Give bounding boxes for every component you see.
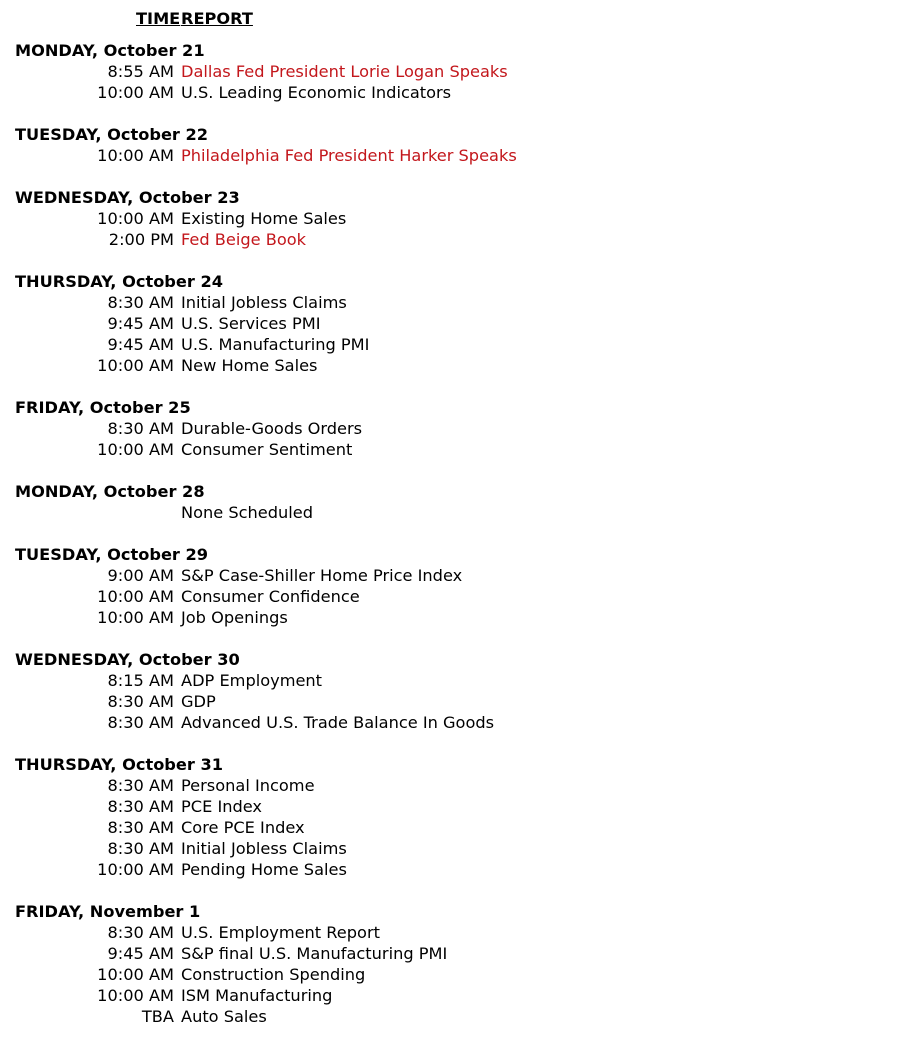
day-heading: WEDNESDAY, October 30 bbox=[15, 650, 240, 669]
event-time: 10:00 AM bbox=[97, 860, 174, 879]
event-time: 8:30 AM bbox=[107, 776, 174, 795]
day-section bbox=[0, 271, 898, 376]
report-column-header: REPORT bbox=[181, 9, 253, 28]
event-row bbox=[0, 334, 898, 355]
event-time: 10:00 AM bbox=[97, 146, 174, 165]
event-time: 8:30 AM bbox=[107, 713, 174, 732]
day-heading: FRIDAY, November 1 bbox=[15, 902, 201, 921]
event-row bbox=[0, 502, 898, 523]
event-row bbox=[0, 838, 898, 859]
event-time: 2:00 PM bbox=[108, 230, 174, 249]
event-time: 8:55 AM bbox=[107, 62, 174, 81]
event-report: U.S. Manufacturing PMI bbox=[181, 335, 370, 354]
event-report: Initial Jobless Claims bbox=[181, 839, 347, 858]
event-time: TBA bbox=[141, 1007, 174, 1026]
day-heading: MONDAY, October 28 bbox=[15, 482, 205, 501]
day-heading: TUESDAY, October 22 bbox=[15, 125, 209, 144]
event-row bbox=[0, 145, 898, 166]
event-row bbox=[0, 796, 898, 817]
day-section bbox=[0, 754, 898, 880]
event-row bbox=[0, 1006, 898, 1027]
event-report: Core PCE Index bbox=[181, 818, 305, 837]
event-report: S&P final U.S. Manufacturing PMI bbox=[181, 944, 448, 963]
event-time: 8:30 AM bbox=[107, 923, 174, 942]
event-row bbox=[0, 208, 898, 229]
event-time: 8:30 AM bbox=[107, 818, 174, 837]
event-time: 8:30 AM bbox=[107, 797, 174, 816]
event-row bbox=[0, 82, 898, 103]
event-row bbox=[0, 859, 898, 880]
event-report: PCE Index bbox=[181, 797, 263, 816]
event-row bbox=[0, 229, 898, 250]
fed-event-report: Philadelphia Fed President Harker Speaks bbox=[181, 146, 517, 165]
day-section bbox=[0, 40, 898, 103]
event-row bbox=[0, 943, 898, 964]
event-report: Auto Sales bbox=[181, 1007, 267, 1026]
event-row bbox=[0, 691, 898, 712]
fed-event-report: Dallas Fed President Lorie Logan Speaks bbox=[181, 62, 508, 81]
event-row bbox=[0, 313, 898, 334]
event-time: 9:00 AM bbox=[107, 566, 174, 585]
day-heading: WEDNESDAY, October 23 bbox=[15, 188, 240, 207]
day-section bbox=[0, 481, 898, 523]
event-row bbox=[0, 670, 898, 691]
event-row bbox=[0, 292, 898, 313]
day-section bbox=[0, 649, 898, 733]
event-report: U.S. Leading Economic Indicators bbox=[181, 83, 452, 102]
event-time: 9:45 AM bbox=[107, 335, 174, 354]
event-time: 8:30 AM bbox=[107, 419, 174, 438]
event-time: 9:45 AM bbox=[107, 314, 174, 333]
event-report: Durable-Goods Orders bbox=[181, 419, 363, 438]
event-row bbox=[0, 586, 898, 607]
day-heading: THURSDAY, October 24 bbox=[15, 272, 224, 291]
event-row bbox=[0, 775, 898, 796]
event-row bbox=[0, 712, 898, 733]
event-row bbox=[0, 964, 898, 985]
day-heading: FRIDAY, October 25 bbox=[15, 398, 191, 417]
event-time: 10:00 AM bbox=[97, 440, 174, 459]
day-section bbox=[0, 187, 898, 250]
event-report: Existing Home Sales bbox=[181, 209, 347, 228]
event-report: Job Openings bbox=[181, 608, 288, 627]
event-report: Initial Jobless Claims bbox=[181, 293, 347, 312]
event-report: None Scheduled bbox=[181, 503, 314, 522]
event-time: 10:00 AM bbox=[97, 83, 174, 102]
event-time: 9:45 AM bbox=[107, 944, 174, 963]
event-row bbox=[0, 817, 898, 838]
event-row bbox=[0, 922, 898, 943]
event-report: S&P Case-Shiller Home Price Index bbox=[181, 566, 463, 585]
day-section bbox=[0, 397, 898, 460]
day-heading: MONDAY, October 21 bbox=[15, 41, 205, 60]
event-row bbox=[0, 439, 898, 460]
event-time: 10:00 AM bbox=[97, 986, 174, 1005]
event-row bbox=[0, 565, 898, 586]
event-report: Construction Spending bbox=[181, 965, 366, 984]
event-report: U.S. Employment Report bbox=[181, 923, 380, 942]
event-time: 10:00 AM bbox=[97, 356, 174, 375]
event-row bbox=[0, 61, 898, 82]
event-report: Consumer Sentiment bbox=[181, 440, 353, 459]
event-report: Pending Home Sales bbox=[181, 860, 347, 879]
day-heading: THURSDAY, October 31 bbox=[15, 755, 224, 774]
event-report: U.S. Services PMI bbox=[181, 314, 321, 333]
event-time: 8:15 AM bbox=[107, 671, 174, 690]
event-time: 10:00 AM bbox=[97, 209, 174, 228]
event-report: New Home Sales bbox=[181, 356, 318, 375]
day-section bbox=[0, 124, 898, 166]
event-row bbox=[0, 355, 898, 376]
event-time: 10:00 AM bbox=[97, 965, 174, 984]
event-report: Consumer Confidence bbox=[181, 587, 360, 606]
event-report: Advanced U.S. Trade Balance In Goods bbox=[181, 713, 495, 732]
time-column-header: TIME bbox=[136, 9, 181, 28]
event-time: 10:00 AM bbox=[97, 608, 174, 627]
day-section bbox=[0, 544, 898, 628]
event-report: ISM Manufacturing bbox=[181, 986, 333, 1005]
day-section bbox=[0, 901, 898, 1027]
day-heading: TUESDAY, October 29 bbox=[15, 545, 209, 564]
fed-event-report: Fed Beige Book bbox=[181, 230, 307, 249]
event-report: Personal Income bbox=[181, 776, 315, 795]
event-row bbox=[0, 607, 898, 628]
event-report: GDP bbox=[181, 692, 216, 711]
economic-calendar bbox=[0, 40, 898, 1048]
event-time: 8:30 AM bbox=[107, 293, 174, 312]
event-report: ADP Employment bbox=[181, 671, 323, 690]
event-time: 8:30 AM bbox=[107, 692, 174, 711]
event-time: 10:00 AM bbox=[97, 587, 174, 606]
event-time: 8:30 AM bbox=[107, 839, 174, 858]
event-row bbox=[0, 418, 898, 439]
event-row bbox=[0, 985, 898, 1006]
